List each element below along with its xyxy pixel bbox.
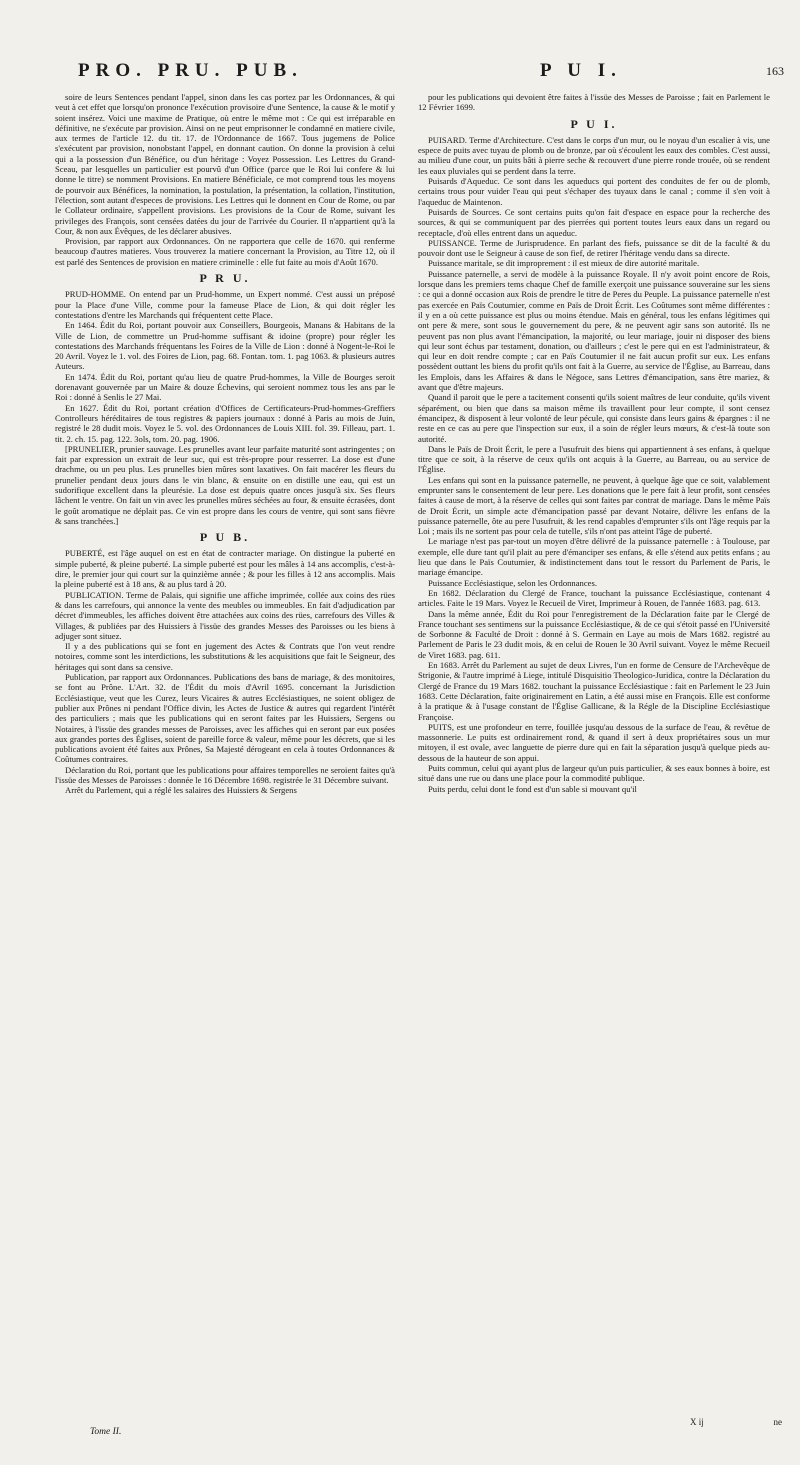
paragraph: PUISSANCE. Terme de Jurisprudence. En parlant des fiefs, puissance se dit de la faculté & du pouvoir dont use le Seigneur à cause de son fief, de retirer l'héritage vendu dans sa directe. xyxy=(418,237,770,259)
paragraph: [PRUNELIER, prunier sauvage. Les prunelles avant leur parfaite maturité sont astringentes ; on fait par expression un extrait de leur suc, qui est très-propre pour resserrer. La dose est d'une drachme, ou un peu plus. Les prunelles bien mûres sont laxatives. On fait macérer les fleurs du prunelier pendant deux jours dans le vin blanc, & ensuite on en distille une eau, qui est un sudorifique excellent dans la pleurésie. La dose est depuis quatre onces jusqu'à six. Ses fleurs lâchent le ventre. On fait un vin avec les prunelles mûres séchées au four, & ensuite écrasées, dont le goût aromatique ne déplait pas. Ce vin est propre dans les cours de ventre, qui sont sans fièvre & sans tranchées.] xyxy=(55,443,395,526)
paragraph: Dans la même année, Édit du Roi pour l'enregistrement de la Déclaration faite par le Clergé de France touchant ses sentimens sur la puissance Ecclésiastique, & de ce qui s'étoit passé en l'Université de Sorbonne & Faculté de Droit : donné à S. Germain en Laye au mois de Mars 1682. registré au Parlement de Paris le 23 dudit mois, & en celui de Rouen le 30 Avril suivant. Voyez le même Recueil de Viret 1683. pag. 611. xyxy=(418,608,770,660)
section-heading-pui: P U I. xyxy=(570,116,618,131)
paragraph: Le mariage n'est pas par-tout un moyen d'être délivré de la puissance paternelle : à Toulouse, par exemple, elle dure tant qu'il plait au pere d'émanciper ses enfans, & elle s'étend aux petits enfans ; au lieu que dans le Païs Coutumier, & indistinctement dans tout le ressort du Parlement de Paris, le mariage émancipe. xyxy=(418,536,770,578)
paragraph: PUBERTÉ, est l'âge auquel on est en état de contracter mariage. On distingue la puberté en simple puberté, & pleine puberté. La simple puberté est pour les mâles à 14 ans accomplis, c'est-à-dire, le premier jour qui court sur la quinzième année ; & pour les filles à 12 ans accomplis. Mais la pleine puberté est à 18 ans, & au plus tard à 20. xyxy=(55,548,395,590)
right-block-2 xyxy=(418,135,770,794)
paragraph: En 1464. Édit du Roi, portant pouvoir aux Conseillers, Bourgeois, Manans & Habitans de la Ville de Lion, de commettre un Prud-homme suffisant & idoine (propre) pour régler les contestations des Marchands fréquentans les Foires de la Ville de Lion : donné à Nogent-le-Roi le 20 Avril. Voyez le 1. vol. des Foires de Lion, pag. 68. Fontan. tom. 1. pag 1063. & plusieurs autres Auteurs. xyxy=(55,320,395,372)
paragraph: Provision, par rapport aux Ordonnances. On ne rapportera que celle de 1670. qui renferme beaucoup d'autres matieres. Vous trouverez la matiere concernant la Provision, au Titre 12, où il est parlé des Sentences de provision en matiere criminelle : elle fut faite au mois d'Août 1670. xyxy=(55,236,395,267)
paragraph: Déclaration du Roi, portant que les publications pour affaires temporelles ne seroient faites qu'à l'issüe des Messes de Paroisses : donnée le 16 Décembre 1698. registrée le 31 Décembre suivant. xyxy=(55,764,395,785)
section-heading-pub: P U B. xyxy=(199,530,251,545)
paragraph: Dans le Païs de Droit Écrit, le pere a l'usufruit des biens qui appartiennent à ses enfans, à quelque titre que ce soit, à la réserve de ceux qu'ils ont acquis à la Guerre, au Barreau, ou au service de l'Église. xyxy=(418,443,770,475)
paragraph: Puissance Ecclésiastique, selon les Ordonnances. xyxy=(428,577,597,588)
paragraph: Puissance maritale, se dit improprement : il est mieux de dire autorité maritale. xyxy=(428,258,700,269)
volume-footer: Tome II. xyxy=(90,1427,122,1437)
paragraph: Arrêt du Parlement, qui a réglé les salaires des Huissiers & Sergens xyxy=(65,785,297,796)
right-column xyxy=(418,92,770,794)
paragraph: PUBLICATION. Terme de Palais, qui signifie une affiche imprimée, collée aux coins des rües & dans les carrefours, qui annonce la vente des meubles ou immeubles. En fait d'adjudication par décret d'immeubles, les affiches doivent être attachées aux coins des rües, carrefours des Villes & Villages, & publiées par des Huissiers à l'issüe des grandes Messes des Paroisses ou les biens à adjuger sont situez. xyxy=(55,589,395,641)
running-head-left: PRO. PRU. PUB. xyxy=(78,60,303,81)
left-column xyxy=(55,92,395,796)
paragraph: PUITS, est une profondeur en terre, fouillée jusqu'au dessous de la surface de l'eau, & revêtue de massonnerie. Le puits est ordinairement rond, & quand il sert à deux propriétaires sous un mur mitoyen, il est ovale, avec languette de pierre dure qui en fait la séparation jusqu'à quelque pieds au-dessous de la hauteur de son appui. xyxy=(418,721,770,763)
page-number: 163 xyxy=(766,64,784,78)
paragraph: En 1682. Déclaration du Clergé de France, touchant la puissance Ecclésiastique, contenant 4 articles. Faite le 19 Mars. Voyez le Recueil de Viret, Imprimeur à Rouen, de l'année 1683. pag. 613. xyxy=(418,587,770,609)
paragraph: Les enfans qui sont en la puissance paternelle, ne peuvent, à quelque âge que ce soit, valablement emprunter sans le consentement de leur pere. Les donations que le pere fait à leur profit, sont censées faites à cause de mort, à la réserve de celles qui sont faites par contrat de mariage. Dans le même Païs de Droit Écrit, un simple acte d'émancipation passé par devant Notaire, délivre les enfans de la puissance paternelle, ôte au pere l'usufruit, & les rend capables d'emprunter s'ils ont l'âge requis par la Loi ; mais ils ne sortent pas pour cela de tutelle, s'ils n'ont pas atteint l'âge de puberté. xyxy=(418,474,770,537)
paragraph: Publication, par rapport aux Ordonnances. Publications des bans de mariage, & des monitoires, se font au Prône. L'Art. 32. de l'Édit du mois d'Avril 1695. concernant la Jurisdiction Ecclésiastique, veut que les Curez, leurs Vicaires & autres Ecclésiastiques, ne soient obligez de publier aux Prônes ni pendant l'Office divin, les Actes de Justice & autres qui regardent l'intérêt des particuliers ; mais que les publications qui en seront faites par les Huissiers, Sergens ou Notaires, à l'issüe des grandes messes de Paroisses, avec les affiches qui en seront par eux posées aux grandes portes des Églises, soient de pareille force & valeur, même pour les décrets, que si les publications avoient été faites aux Prônes, Sa Majesté dérogeant en cela à toutes Ordonnances & Coûtumes contraires. xyxy=(55,672,395,765)
left-block-1 xyxy=(55,92,395,267)
paragraph: pour les publications qui devoient être faites à l'issüe des Messes de Paroisse ; fait en Parlement le 12 Février 1699. xyxy=(418,92,770,113)
paragraph: Puisards de Sources. Ce sont certains puits qu'on fait d'espace en espace pour la recherche des sources, & qui se communiquent par des pierrées qui portent toutes leurs eaux dans un regard ou receptacle, d'où elles entrent dans un aqueduc. xyxy=(418,206,770,238)
right-block-1 xyxy=(418,92,770,113)
paragraph: soire de leurs Sentences pendant l'appel, sinon dans les cas portez par les Ordonnances, & qui veut à cet effet que lorsqu'on prononce l'exécution provisoire d'une Sentence, la cause & le motif y soient insérez. Voici une maxime de Pratique, où entre le même mot : Ce qui est irréparable en définitive, ne s'exécute par provision. Ainsi on ne peut emprisonner le condamné en matiere civile, aux termes de l'article 12. du tit. 17. de l'Ordonnance de 1667. Tous jugemens de Police s'exécutent par provision, nonobstant l'appel, en donnant caution. On donne la provision à celui qui a la possession d'un Bénéfice, ou d'un héritage : Voyez Possession. Les Lettres du Grand-Sceau, par lesquelles un particulier est pourvû d'un Office (parce que le Roi lui confere & lui donne le titre) se nomment Provisions. En matiere Bénéficiale, ce mot comprend tous les moyens de pourvoir aux Bénéfices, la nomination, la postulation, la présentation, la collation, l'institution, l'élection, sont autant d'especes de provisions. Les Lettres qui le donnent en Cour de Rome, ou par le Collateur ordinaire, s'appellent provisions. Les provisions de la Cour de Rome, suivant les privileges des François, sont censées datées du jour de l'arrivée du Courier. Il n'appartient qu'à la Cour, & non aux Évêques, de les déclarer abusives. xyxy=(55,92,395,236)
left-block-3 xyxy=(55,548,395,795)
paragraph: Puissance paternelle, a servi de modèle à la puissance Royale. Il n'y avoit point encore de Rois, lorsque dans les premiers tems chaque Chef de famille exerçoit une puissance souveraine sur les siens : ce qui a donné occasion aux Rois de prendre le titre de Peres du Peuple. La puissance paternelle n'est pas exercée en Païs Coutumier, comme en Païs de Droit Écrit. Les Coûtumes sont même différentes : il y en a où cette puissance est plus ou moins étendue. Mais en général, tous les enfans légitimes qui ont pere & mere, sont sous le gouvernement du pere, & ne peuvent agir sans son autorité. Ils ne peuvent pas non plus avant l'émancipation, la majorité, ou leur mariage, jouir ni disposer des biens qui leur sont échus par testament, donation, ou d'ailleurs ; c'est le pere qui en est l'administrateur, & qui leur en doit rendre compte ; car en Païs Coutumier il ne fait aucun profit sur eux. Les enfans possèdent outtant les biens du profit qu'ils ont fait à la Guerre, au service de l'Église, au Barreau, dans les Emplois, dans les Affaires & dans le Négoce, sans Lettres d'émancipation, sans être mariez, & avant que d'être majeurs. xyxy=(418,268,770,393)
signature-mark: X ij xyxy=(690,1417,704,1427)
paragraph: PRUD-HOMME. On entend par un Prud-homme, un Expert nommé. C'est aussi un préposé pour la Place d'une Ville, comme pour la fameuse Place de Lion, & qui doit régler les contestations d'entre les Marchands qui fréquentent cette Place. xyxy=(55,289,395,320)
section-heading-pru: P R U. xyxy=(199,271,251,286)
paragraph: Puisards d'Aqueduc. Ce sont dans les aqueducs qui portent des conduites de fer ou de plomb, certains trous pour vuider l'eau qui peut s'échaper des tuyaux dans le canal ; comme il s'en voit à l'aqueduc de Maintenon. xyxy=(418,176,770,207)
paragraph: PUISARD. Terme d'Architecture. C'est dans le corps d'un mur, ou le noyau d'un escalier à vis, une espece de puits avec tuyau de plomb ou de bronze, par où s'écoulent les eaux des combles. C'est aussi, au milieu d'une cour, un puits bâti à pierre seche & recouvert d'une pierre ronde trouée, où se rendent les eaux pluviales qui se perdent dans la terre. xyxy=(418,134,770,176)
paragraph: Il y a des publications qui se font en jugement des Actes & Contrats que l'on veut rendre notoires, comme sont les interdictions, les substitutions & les acquisitions que fait le Seigneur, des héritages qui sont dans sa censive. xyxy=(55,641,395,672)
catchword: ne xyxy=(773,1417,782,1427)
paragraph: Puits commun, celui qui ayant plus de largeur qu'un puis particulier, & ses eaux bonnes à boire, est situé dans une rue ou dans une place pour la commodité publique. xyxy=(418,763,770,784)
paragraph: Puits perdu, celui dont le fond est d'un sable si mouvant qu'il xyxy=(428,783,637,794)
paragraph: En 1627. Édit du Roi, portant création d'Offices de Certificateurs-Prud-hommes-Greffiers Controlleurs héréditaires de tous registres & papiers journaux : donné à Paris au mois de Juin, registré le 28 dudit mois. Voyez le 5. vol. des Ordonnances de Louis XIII. fol. 39. Filleau, part. 1. tit. 2. ch. 15. pag. 122. 3ols, tom. 20. pag. 1906. xyxy=(55,402,395,444)
running-head-right: P U I. xyxy=(540,60,622,81)
paragraph: En 1683. Arrêt du Parlement au sujet de deux Livres, l'un en forme de Censure de l'Archevêque de Strigonie, & l'autre imprimé à Liege, intitulé Disquisitio Theologico-Juridica, contre la Déclaration du Clergé de France du 19 Mars 1682. touchant la puissance Ecclésiastique : fait en Parlement le 23 Juin 1683. Cette Déclaration, faite originairement en Latin, a été aussi mise en François. Elle est conforme à la pratique & à l'usage constant de l'Église Gallicane, & la Régle de la Discipline Ecclésiastique Françoise. xyxy=(418,660,770,722)
paragraph: Quand il paroit que le pere a tacitement consenti qu'ils soient maîtres de leur conduite, qu'ils vivent séparément, ou bien que dans sa maison même ils travaillent pour leur compte, il sont censez émancipez, & disposent à leur volonté de leur pécule, qui consiste dans leurs gains & épargnes : il ne reste en ce cas au pere que l'inspection sur eux, il a soin de régler leurs mœurs, & c'est-là toute son autorité. xyxy=(418,392,770,444)
left-block-2 xyxy=(55,289,395,526)
paragraph: En 1474. Édit du Roi, portant qu'au lieu de quatre Prud-hommes, la Ville de Bourges seroit dorenavant gouvernée par un Maire & douze Échevins, qui seroient nommez tous les ans par le Roi : donné à Senlis le 27 Mai. xyxy=(55,371,395,403)
